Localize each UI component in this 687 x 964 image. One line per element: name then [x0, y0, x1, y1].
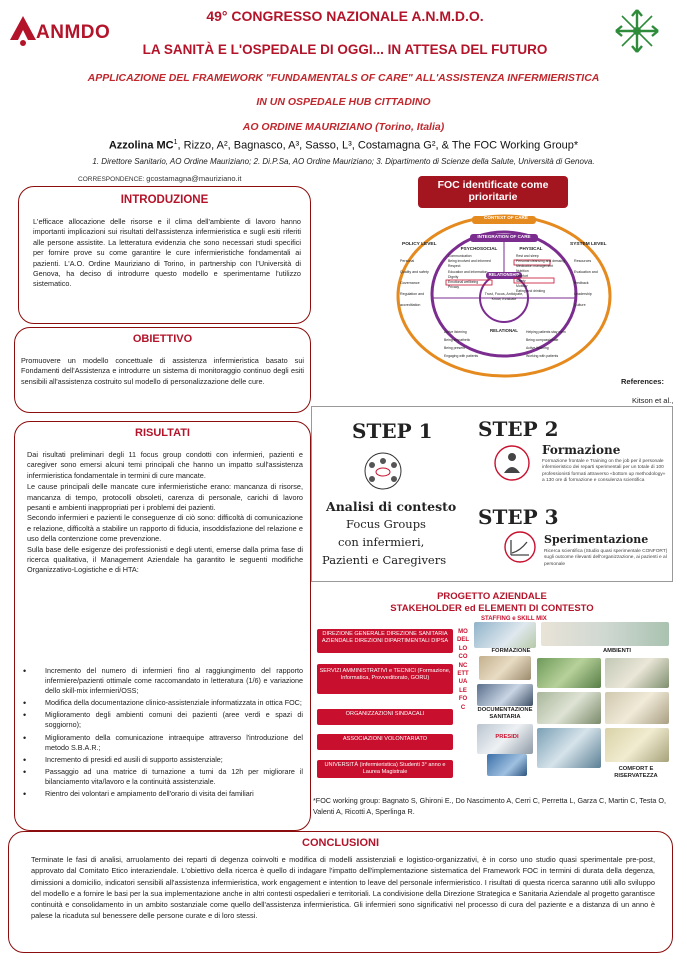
step3-label: STEP 3 [478, 505, 559, 529]
stakeholder-universita: UNIVERSITÀ (infermieristica) Studenti 3° anno e Laurea Magistrale [317, 760, 453, 778]
anmdo-logo [8, 14, 120, 50]
list-item: Communication [448, 254, 472, 258]
steps-panel [311, 406, 673, 582]
list-item: Governance [400, 281, 420, 285]
conclusioni-title: CONCLUSIONI [302, 837, 379, 849]
step2-head: Formazione [542, 443, 621, 457]
step2-label: STEP 2 [478, 417, 559, 441]
list-item: Safety [516, 279, 526, 283]
risultati-p2: Le cause principali delle mancate cure infermieristiche erano: mancanza di risorse, mancanza di tempo, protocolli obsoleti, carenza di personale, carichi di lavoro pesanti e ambienti inappropriati per i problemi dei pazienti. [27, 482, 303, 513]
foc-header: FOC identificate come prioritarie [418, 176, 568, 208]
risultati-bullets [45, 666, 303, 801]
stakeholder-sindacati: ORGANIZZAZIONI SINDACALI [317, 709, 453, 725]
obiettivo-box [14, 327, 311, 413]
chart-growth-icon [502, 531, 538, 563]
affiliations: 1. Direttore Sanitario, AO Ordine Mauriziano; 2. Di.P.Sa, AO Ordine Mauriziano; 3. Dipartimento di Scienze della Salute, Università di Genova. [92, 157, 595, 166]
list-item: Helping patients stay calm [526, 330, 566, 334]
list-item: Working with patients [526, 354, 559, 358]
step2-desc: Formazione frontale e Training on the job per il personale infermieristico dei reparti sperimentali per un totale di 100 professionisti formati attraverso «bottom up methodology» a 130 ore di formazione e consulenza scientifica [542, 459, 666, 483]
inner-ring-label: RELATIONSHIP [488, 272, 520, 277]
list-item: • Passaggio ad una matrice di turnazione a turni da 12h per migliorare il bilanciamento vita/lavoro e la continuità assistenziale. [45, 767, 303, 787]
list-item: Nutrition [516, 269, 529, 273]
mauriziano-cross-logo [612, 6, 662, 56]
anmdo-logo-mark-icon [8, 14, 38, 48]
study-title-line3: AO ORDINE MAURIZIANO (Torino, Italia) [242, 121, 445, 133]
list-item: Resources [574, 259, 592, 263]
progetto-title-line1: PROGETTO AZIENDALE [437, 591, 547, 602]
list-item: Being involved and informed [448, 259, 491, 264]
logo-text: ANMDO [36, 22, 111, 43]
center-text: Trust, Focus, Anticipate, Know, Evaluate [484, 292, 524, 301]
list-item: Rest and sleep [516, 254, 539, 258]
physical-items [516, 254, 566, 294]
list-item: Education and information [448, 269, 488, 274]
common-area-photo [605, 658, 669, 688]
documentation-photo [477, 684, 533, 706]
formazione-label: FORMAZIONE [491, 648, 531, 654]
relational-items-right [526, 328, 566, 360]
obiettivo-title: OBIETTIVO [132, 333, 193, 345]
stakeholder-volontariato: ASSOCIAZIONI VOLONTARIATO [317, 734, 453, 750]
correspondence-label: CORRESPONDENCE: [78, 176, 145, 183]
list-item: Being empathetic [444, 338, 471, 342]
psychosocial-items [448, 254, 498, 290]
step1-head: Analisi di contesto [326, 499, 457, 514]
progetto-title-line2: STAKEHOLDER ed ELEMENTI DI CONTESTO [390, 603, 594, 614]
progetto-panel [311, 588, 673, 791]
list-item: Engaging with patients [444, 354, 479, 358]
study-title-line1: APPLICAZIONE DEL FRAMEWORK "FUNDAMENTALS OF CARE" ALL'ASSISTENZA INFERMIERISTICA [87, 72, 600, 84]
list-item: Leadership [574, 292, 592, 296]
risultati-paragraphs [27, 450, 303, 576]
congress-title: 49° CONGRESSO NAZIONALE A.N.M.D.O. [206, 8, 484, 24]
list-item: Comfort [516, 274, 529, 278]
list-item: • Incremento del numero di infermieri fino al raggiungimento del rapporto infermiere/pazienti ottimale come raccomandato in letteratura (1/6) e variazione dello skill-mix infermieri/OSS; [45, 666, 303, 696]
list-item: Dignity [448, 274, 459, 279]
reference-item: Kitson et al., [632, 396, 674, 405]
presidi-label: PRESIDI [495, 734, 519, 740]
relational-label: RELATIONAL [490, 328, 518, 333]
foc-diagram [394, 206, 614, 378]
step1-sub3: Pazienti e Caregivers [322, 553, 447, 567]
list-item: Regulation and accreditation [400, 292, 425, 307]
corridor-photo [537, 728, 601, 768]
introduzione-title: INTRODUZIONE [120, 194, 209, 206]
list-item: • Rientro dei volontari e ampiamento dell'orario di visita dei familiari [45, 789, 303, 799]
list-item: Active listening [526, 346, 549, 350]
formazione-photo [479, 656, 531, 680]
ward-photo [605, 692, 669, 724]
introduzione-box [18, 186, 311, 324]
correspondence [78, 174, 241, 183]
risultati-title: RISULTATI [135, 427, 190, 439]
list-item: Culture [574, 303, 586, 307]
step1-sub2: con infermieri, [338, 535, 425, 549]
lounge-photo [537, 692, 601, 724]
list-item: • Miglioramento degli ambienti comuni dei pazienti (aree verdi e spazi di soggiorno); [45, 710, 303, 730]
staffing-photo [474, 622, 536, 648]
risultati-p4: Sulla base delle esigenze dei professionisti e degli utenti, emerse dalla prima fase di ricerca qualitativa, il Management Aziendale ha garantito le seguenti modifiche Organizzativo-Logistiche e di HTA: [27, 544, 303, 575]
list-item: • Modifica della documentazione clinico-assistenziale informatizzata in ottica FOC; [45, 698, 303, 708]
list-item: Active listening [444, 330, 467, 334]
list-item: • Miglioramento della comunicazione intraequipe attraverso l'introduzione del metodo S.B.A.R.; [45, 733, 303, 753]
psychosocial-label: PSYCHOSOCIAL [460, 246, 498, 251]
list-item: Emotional wellbeing [448, 280, 479, 285]
list-item: Quality and safety [400, 270, 429, 274]
policy-level-label: POLICY LEVEL [402, 242, 437, 247]
step3-desc: Ricerca scientifica (Studio quasi sperimentale CONFORT) sugli outcome rilevanti dell'organizzazione, ai pazienti e al personale [544, 549, 668, 567]
staffing-label: STAFFING e SKILL MIX [481, 616, 547, 622]
system-items [574, 256, 608, 311]
step1-sub1: Focus Groups [346, 517, 426, 531]
outer-ring-label: CONTEXT OF CARE [484, 215, 528, 220]
focus-group-icon [356, 451, 410, 491]
physical-label: PHYSICAL [519, 246, 543, 251]
conclusioni-text: Terminate le fasi di analisi, arruolamento dei reparti di degenza coinvolti e modifica di modelli assistenziali e logistico-organizzativi, è in corso uno studio quasi sperimentale pre-post, approvato dal Comitato Etico interaziendale. L'obiettivo della ricerca è quello di indagare l'impatto dell'implementazione sistematica del Framework FOC in termini di durata della degenza, dimissioni a domicilio, indicatori sensibili all'assistenza infermieristica, work engagement e intention to leave del personale infermieristico. I risultati di questa ricerca saranno utili allo sviluppo del modello e a fornire le basi per la sua implementazione anche in altri contesti ospedalieri e territoriali. La condivisione della Direzione Strategica e Sanitaria Aziendale al progetto garantisce continuità e consolidamento in un ambito sostanziale come quello dell'assistenza infermieristica. Gli infermieri sono significativi nel processo di cura del paziente e a distanza di un anno è palese la ricaduta sul benessere delle persone curate e di loro stessi. [31, 855, 655, 921]
list-item: Evaluation and feedback [574, 270, 598, 285]
wheelchair-photo [487, 754, 527, 776]
study-title-line2: IN UN OSPEDALE HUB CITTADINO [256, 96, 431, 108]
policy-items [400, 256, 430, 311]
step1-label: STEP 1 [352, 419, 433, 443]
list-item: Respect [448, 264, 461, 269]
cross-logo-icon [612, 6, 662, 56]
list-item: Eating and drinking [516, 289, 546, 293]
middle-ring-label: INTEGRATION OF CARE [477, 234, 531, 239]
authors: Azzolina $MC^1$, Rizzo, A², Bagnasco, A³, Sasso, L³, Costamagna G², & The FOC Working Group* [108, 139, 579, 152]
congress-subtitle: LA SANITÀ E L'OSPEDALE DI OGGI... IN ATTESA DEL FUTURO [142, 42, 548, 57]
stakeholder-servizi: SERVIZI AMMINISTRATIVI e TECNICI (Formazione, Informatica, Provveditorato, GORU) [317, 664, 453, 694]
other-authors: , Rizzo, A², Bagnasco, A³, Sasso, L³, Costamagna G², & The FOC Working Group* [177, 139, 579, 152]
room-photo [605, 728, 669, 762]
ambienti-label: AMBIENTI [602, 648, 632, 654]
list-item: Privacy [448, 285, 460, 290]
risultati-box [14, 421, 311, 831]
list-item: Being compassionate [526, 338, 559, 342]
first-author: Azzolina MC [108, 139, 174, 152]
training-icon [492, 445, 532, 481]
risultati-p1: Dai risultati preliminari degli 11 focus group condotti con infermieri, pazienti e caregiver sono emersi alcuni temi principali che hanno un impatto sull'assistenza infermieristica fondamentale in termini di cure mancate. [27, 450, 303, 480]
stakeholder-direzione: DIREZIONE GENERALE DIREZIONE SANITARIA AZIENDALE DIREZIONI DIPARTIMENTALI DIPSA [317, 629, 453, 653]
conclusioni-box [8, 831, 673, 953]
relational-items-left [444, 328, 482, 360]
list-item: Personal [400, 259, 415, 263]
obiettivo-text: Promuovere un modello concettuale di assistenza infermieristica basato sui Fondamenti dell'Assistenza e introdurre un sistema di monitoraggio continuo degli esiti sensibili all'assistenza costruito sul modello di personalizzazione delle cure. [21, 356, 304, 386]
list-item: Mobility [516, 284, 528, 288]
list-item: Personal cleansing and dressing [516, 259, 566, 263]
documentazione-label: DOCUMENTAZIONE SANITARIA [477, 707, 533, 720]
staff-team-photo [541, 622, 669, 646]
comfort-label: COMFORT E RISERVATEZZA [614, 766, 658, 779]
list-item: • Incremento di presidi ed ausili di supporto assistenziale; [45, 755, 303, 765]
system-level-label: SYSTEM LEVEL [570, 242, 607, 247]
references-label: References: [621, 377, 664, 386]
correspondence-email[interactable]: gcostamagna@mauriziano.it [146, 174, 242, 183]
garden-photo [537, 658, 601, 688]
list-item: Medication management [516, 264, 554, 268]
working-group: *FOC working group: Bagnato S, Ghironi E., Do Nascimento A, Cerri C, Perretta L, Garza C, Martin C, Testa O, Valenti A, Ricotti A, Sperlinga R. [313, 796, 666, 816]
risultati-p3: Secondo infermieri e pazienti le conseguenze di ciò sono: difficoltà di comunicazione e relazione, difficoltà a stabilire un rapporto di fiducia, insoddisfazione del relazione e uso della contenzione come prevenzione. [27, 513, 303, 544]
list-item: Being present [444, 346, 465, 350]
vertical-model-label: MODELLO CONCETTUALE FOC [457, 629, 469, 711]
step3-head: Sperimentazione [544, 533, 649, 546]
introduzione-text: L'efficace allocazione delle risorse e il clima dell'ambiente di lavoro hanno importanti implicazioni sui risultati dell'assistenza infermieristica e sugli esiti riferiti alle persone assistite. La letteratura evidenzia che sono necessari studi specifici per fornire prove su come garantire le cure infermieristiche fondamentali ai pazienti. L'A.O. Ordine Mauriziano di Torino, in partnership con l'Università di Genova, ha deciso di introdurre questo modello e sperimentarne l'utilizzo sistematico. [33, 217, 301, 289]
